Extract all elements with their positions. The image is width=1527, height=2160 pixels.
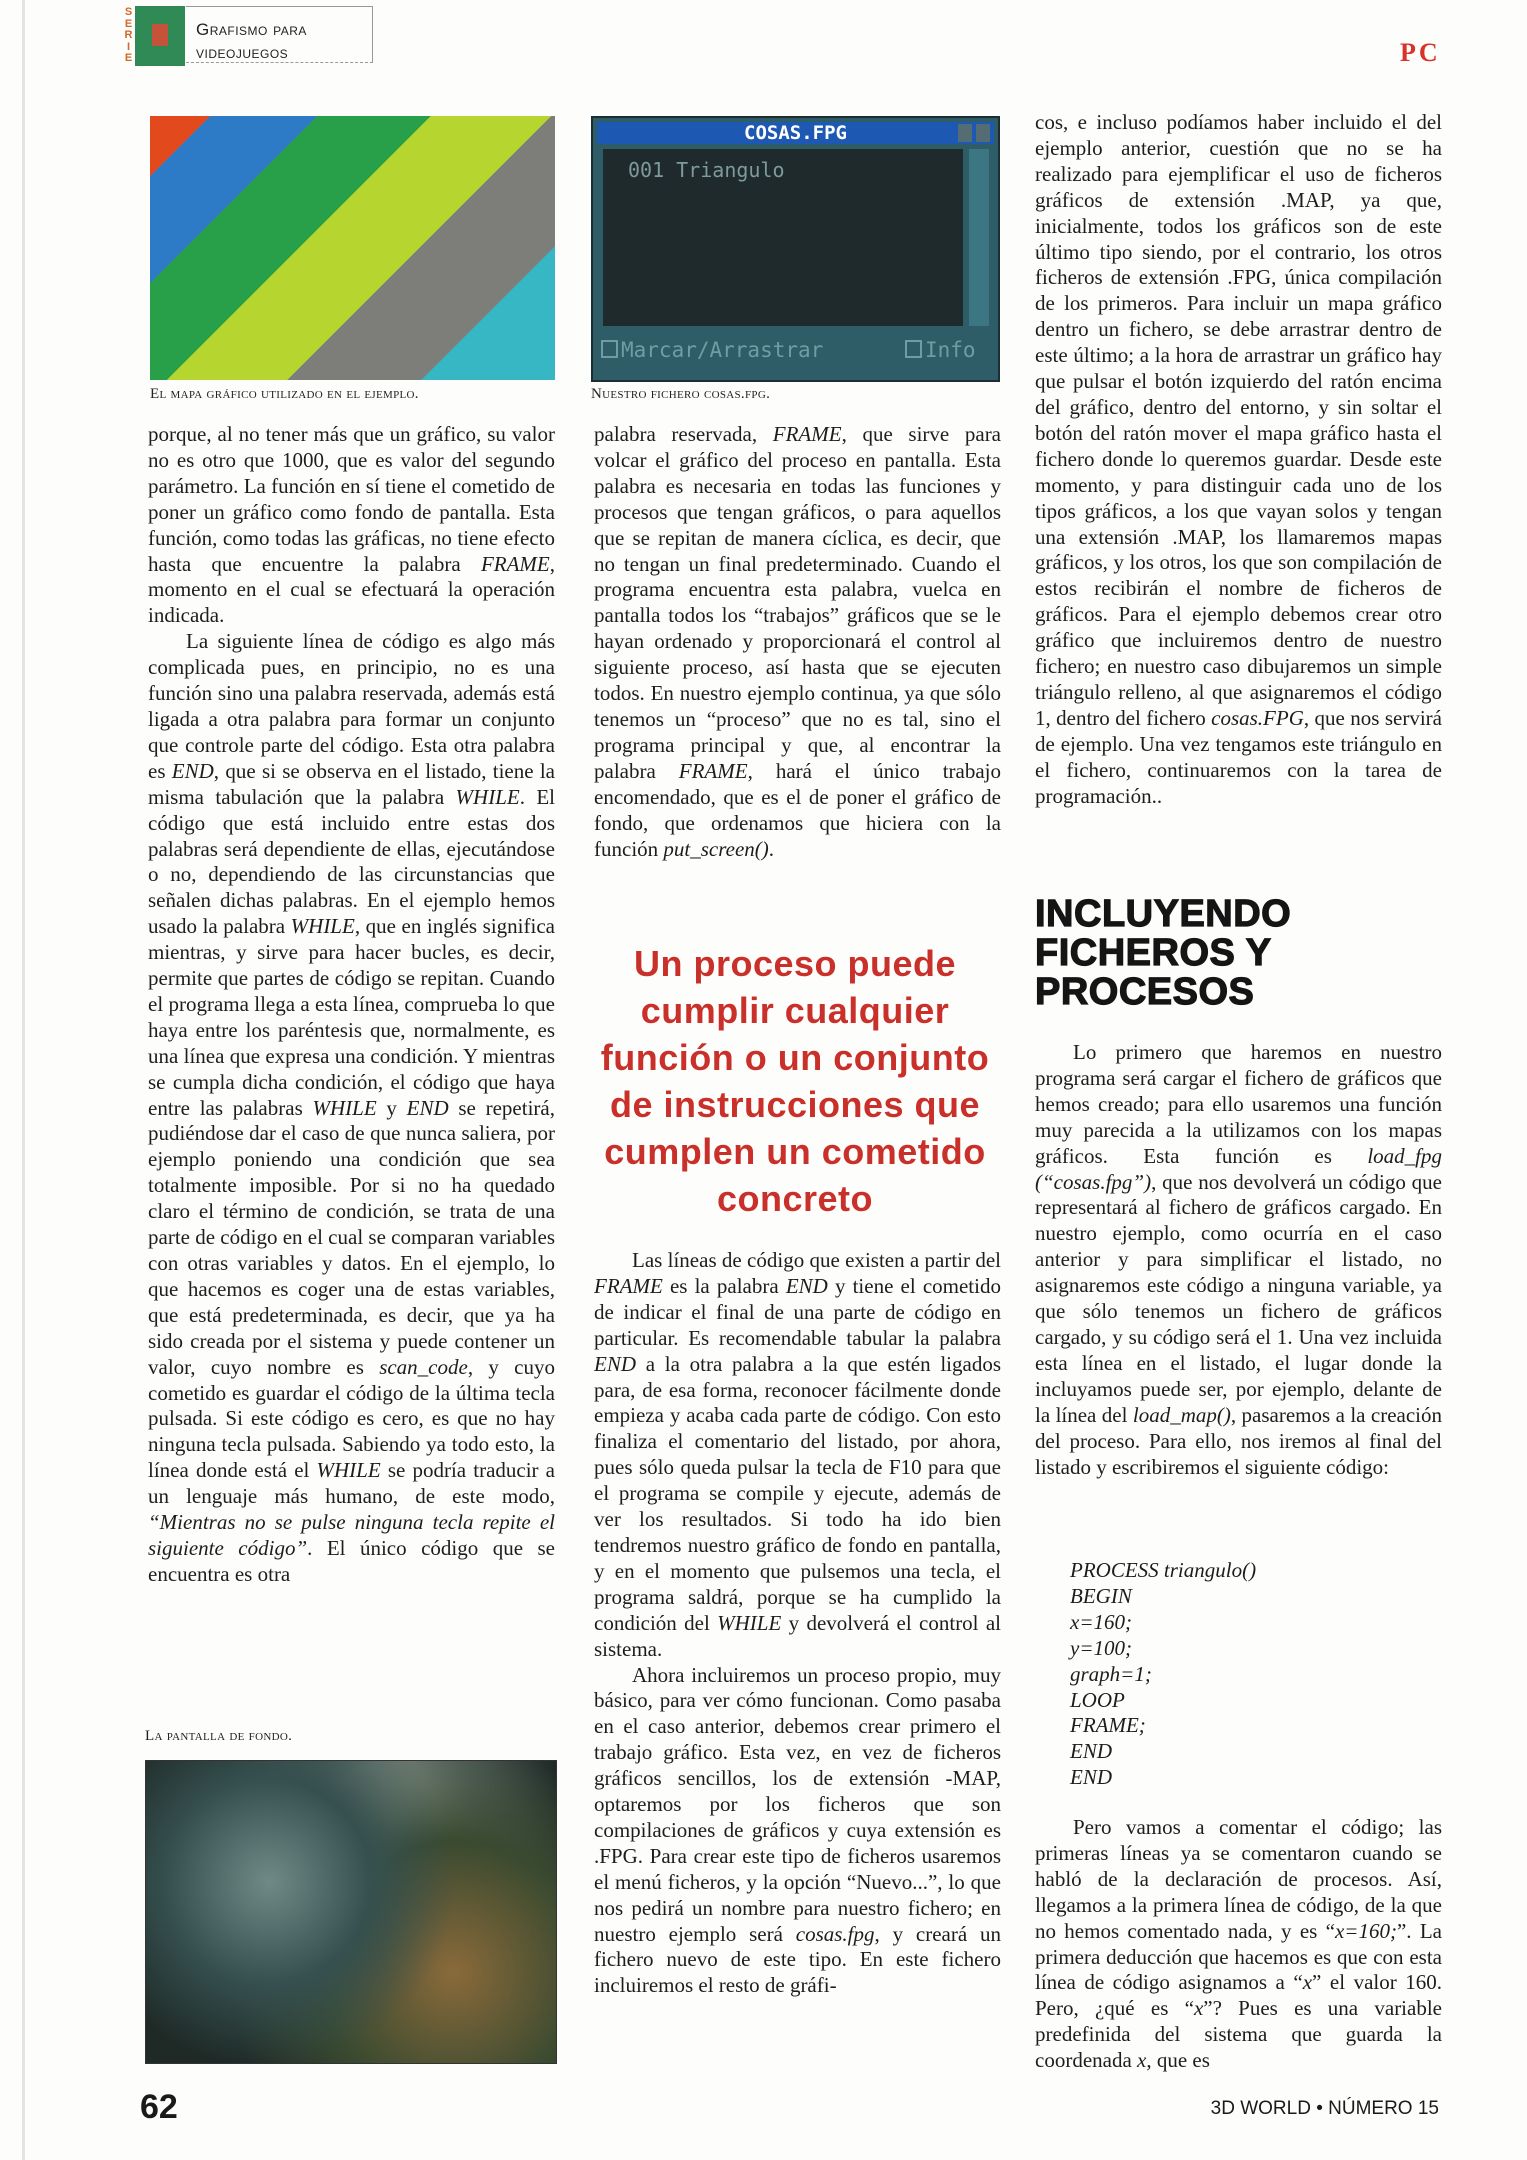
striped-graphic-image bbox=[150, 116, 555, 380]
pull-quote: Un proceso puede cumplir cualquier función o un conjunto de instrucciones que cumplen un cometido concreto bbox=[600, 943, 990, 1219]
text-run: es la palabra bbox=[662, 1273, 786, 1298]
italic-term: cosas.fpg bbox=[795, 1921, 875, 1946]
platform-label: PC bbox=[1400, 38, 1441, 67]
code-line: LOOP bbox=[1070, 1687, 1125, 1712]
text-run: La siguiente línea de código es algo más complicada pues, en principio, no es una función sino una palabra reservada, además está ligada a otra palabra para formar un conjunto que controle parte del código. Esta otra palabra es bbox=[148, 629, 555, 783]
column-3-text-top bbox=[1035, 110, 1442, 809]
paragraph bbox=[1035, 110, 1442, 809]
text-run: ” el valor 160. Pero, ¿qué es “ bbox=[1035, 1970, 1442, 2021]
drag-option bbox=[601, 338, 823, 362]
section-title-line1: Grafismo para bbox=[196, 20, 307, 39]
italic-term: WHILE bbox=[290, 914, 355, 939]
fpg-window-screenshot bbox=[591, 116, 1000, 382]
text-run: , y creará un fichero nuevo de este tipo. En este fichero incluiremos el resto de gráfi- bbox=[594, 1921, 1001, 1998]
italic-term: FRAME bbox=[480, 551, 550, 576]
text-run: ”. La primera deducción que hacemos es que con esta línea de código asignamos a “ bbox=[1035, 1918, 1442, 1995]
crest-icon bbox=[135, 6, 185, 66]
text-run: a la otra palabra a la que estén ligados para, de esa forma, reconocer fácilmente donde empieza y acaba cada parte de código. Con esto finaliza el comentario del listado, por ahora, pues sólo queda pulsar la tecla de F10 para que el programa se compile y ejecute, además de ver los resultados. Si todo ha ido bien tendremos nuestro gráfico de fondo en pantalla, y en el momento que pulsemos una tecla, el programa saldrá, porque se ha cumplido la condición del bbox=[594, 1351, 1001, 1635]
text-run: . El único código que se encuentra es otra bbox=[148, 1535, 555, 1586]
italic-term: load_fpg (“cosas.fpg”) bbox=[1035, 1143, 1442, 1194]
text-run: , hará el único trabajo encomendado, que es el de poner el gráfico de fondo, que ordenamos que hiciera con la función bbox=[594, 758, 1002, 861]
italic-term: x=160; bbox=[1334, 1918, 1397, 1943]
text-run: , momento en el cual se efectuará la operación indicada. bbox=[148, 551, 555, 628]
close-icon bbox=[976, 124, 990, 142]
italic-term: scan_code bbox=[379, 1354, 468, 1379]
section-heading bbox=[1035, 895, 1291, 1012]
code-line: FRAME; bbox=[1070, 1713, 1146, 1738]
italic-term: FRAME bbox=[678, 758, 748, 783]
info-option bbox=[905, 338, 976, 362]
checkbox-icon bbox=[905, 340, 922, 358]
text-run: . El código que está incluido entre estas dos palabras será dependiente de ellas, ejecutándose o no, dependiendo de las circunstancias que señalen dichas palabras. En el ejemplo hemos usado la palabra bbox=[148, 784, 555, 939]
italic-term: END bbox=[406, 1095, 449, 1120]
column-2-text-top bbox=[594, 422, 1001, 862]
text-run: , que si se observa en el listado, tiene la misma tabulación que la palabra bbox=[148, 758, 555, 809]
text-run: , que nos devolverá un código que representará al fichero de gráficos cargado. En nuestro ejemplo, como ocurría en el caso anterior y para simplificar el listado, no asignaremos este código a ninguna variable, ya que sólo tenemos un fichero de gráficos cargado, y su código será el 1. Una vez incluida esta línea en el listado, el lugar donde la incluyamos puede ser, por ejemplo, delante de la línea del bbox=[1035, 1169, 1442, 1427]
text-run: Las líneas de código que existen a partir del bbox=[632, 1248, 1001, 1272]
text-run: Pero vamos a comentar el código; las primeras líneas ya se comentaron cuando se habló de la declaración de procesos. Así, llegamos a la primera línea de código, de la que no hemos comentado nada, y es “ bbox=[1035, 1815, 1442, 1943]
paragraph bbox=[594, 1663, 1001, 2000]
minimize-icon bbox=[958, 124, 972, 142]
drag-option-label: Marcar/Arrastrar bbox=[621, 338, 824, 362]
text-run: y tiene el cometido de indicar el final de una parte de código en particular. Es recomendable tabular la palabra bbox=[594, 1273, 1001, 1350]
heading-line: FICHEROS Y bbox=[1035, 932, 1272, 974]
italic-term: END bbox=[594, 1351, 636, 1376]
text-run: se repetirá, pudiéndose dar el caso de que nunca saliera, por ejemplo poniendo una condición que sea totalmente imposible. Por si no ha quedado claro el término de condición, se trata de una parte de código en el cual se comparan variables con otras variables y datos. En el ejemplo, lo que hacemos es coger una de estas variables, que está predeterminada, es decir, que ya ha sido creada por el sistema y puede contener un valor, cuyo nombre es bbox=[148, 1095, 555, 1379]
italic-term: put_screen() bbox=[663, 836, 769, 861]
page-number: 62 bbox=[140, 2088, 178, 2126]
text-run: , que nos servirá de ejemplo. Una vez tengamos este triángulo en el fichero, continuaremos con la tarea de programación.. bbox=[1035, 705, 1442, 808]
scene-caption: La pantalla de fondo. bbox=[145, 1728, 293, 1744]
paragraph bbox=[594, 1248, 1001, 1663]
text-run: Lo primero que haremos en nuestro programa será cargar el fichero de gráficos que hemos creado; para ello usaremos una función muy parecida a la utilizamos con los mapas gráficos. Esta función es bbox=[1035, 1040, 1442, 1168]
italic-term: WHILE bbox=[312, 1095, 377, 1120]
code-line: y=100; bbox=[1070, 1635, 1132, 1660]
section-title bbox=[196, 18, 307, 64]
code-line: END bbox=[1070, 1765, 1112, 1790]
section-title-line2: videojuegos bbox=[196, 43, 289, 62]
italic-term: WHILE bbox=[455, 784, 520, 809]
checkbox-icon bbox=[601, 340, 618, 358]
column-1-text bbox=[148, 422, 555, 1588]
heading-line: PROCESOS bbox=[1035, 971, 1255, 1013]
fpg-list bbox=[603, 149, 963, 326]
italic-term: “Mientras no se pulse ninguna tecla repite el siguiente código” bbox=[148, 1510, 555, 1560]
scrollbar bbox=[969, 149, 989, 326]
paragraph bbox=[148, 422, 555, 629]
fpg-window-title: COSAS.FPG bbox=[597, 122, 994, 144]
text-run: y devolverá el control al sistema. bbox=[594, 1610, 1001, 1661]
background-screen-image bbox=[145, 1760, 557, 2064]
italic-term: x bbox=[1137, 2048, 1147, 2073]
heading-line: INCLUYENDO bbox=[1035, 893, 1292, 935]
text-run: , que en inglés significa mientras, y sirve para hacer bucles, es decir, permite que partes de código se repitan. Cuando el programa llega a esta línea, comprueba lo que haya entre los paréntesis que, normalmente, es una línea que expresa una condición. Y mientras se cumpla dicha condición, el código que haya entre las palabras bbox=[148, 914, 555, 1120]
code-line: END bbox=[1070, 1739, 1112, 1764]
stripes-caption: El mapa gráfico utilizado en el ejemplo. bbox=[150, 386, 419, 402]
italic-term: FRAME bbox=[772, 422, 842, 446]
italic-term: END bbox=[785, 1273, 828, 1298]
text-run: porque, al no tener más que un gráfico, su valor no es otro que 1000, que es valor del segundo parámetro. La función en sí tiene el cometido de poner un gráfico como fondo de pantalla. Esta función, como todas las gráficas, no tiene efecto hasta que encuentre la palabra bbox=[148, 422, 555, 576]
magazine-issue: 3D WORLD • NÚMERO 15 bbox=[1210, 2098, 1439, 2119]
code-line: BEGIN bbox=[1070, 1583, 1132, 1608]
text-run: , que sirve para volcar el gráfico del proceso en pantalla. Esta palabra es necesaria en todas las funciones y procesos que tengan gráficos, o para aquellos que se repitan de manera cíclica, es decir, que no tengan un final predeterminado. Cuando el programa encuentra esta palabra, vuelca en pantalla todos los “trabajos” gráficos que se le hayan ordenado y proporcionará el control al siguiente proceso, así hasta que se ejecuten todos. En nuestro ejemplo continua, ya que sólo tenemos un “proceso” que no es tal, sino el programa principal y que, al encontrar la palabra bbox=[594, 422, 1002, 783]
info-option-label: Info bbox=[925, 338, 976, 362]
fpg-caption: Nuestro fichero cosas.fpg. bbox=[591, 386, 771, 402]
column-3-text-middle bbox=[1035, 1040, 1442, 1480]
paragraph bbox=[148, 629, 555, 1588]
code-line: x=160; bbox=[1070, 1609, 1132, 1634]
page-spine-shadow bbox=[22, 0, 25, 2160]
italic-term: END bbox=[171, 758, 214, 783]
italic-term: WHILE bbox=[316, 1458, 381, 1483]
fpg-list-item: 001 Triangulo bbox=[628, 158, 785, 182]
code-listing bbox=[1070, 1558, 1256, 1791]
series-label: SERIE bbox=[124, 6, 133, 64]
code-line: PROCESS triangulo() bbox=[1070, 1558, 1257, 1582]
text-run: , pasaremos a la creación del proceso. Para ello, nos iremos al final del listado y escribiremos el siguiente código: bbox=[1035, 1402, 1442, 1479]
italic-term: WHILE bbox=[717, 1610, 782, 1635]
text-run: ”? Pues es una variable predefinida del sistema que guarda la coordenada bbox=[1035, 1996, 1442, 2073]
italic-term: load_map() bbox=[1132, 1402, 1231, 1427]
text-run: y bbox=[376, 1095, 407, 1120]
text-run: . bbox=[768, 836, 775, 861]
text-run: se podría traducir a un lenguaje más humano, de este modo, bbox=[148, 1458, 555, 1509]
italic-term: x bbox=[1302, 1970, 1313, 1995]
column-2-text-bottom bbox=[594, 1248, 1001, 1999]
italic-term: x bbox=[1193, 1996, 1204, 2021]
text-run: , que es bbox=[1146, 2048, 1210, 2073]
italic-term: cosas.FPG bbox=[1211, 705, 1304, 730]
column-3-text-bottom bbox=[1035, 1815, 1442, 2074]
paragraph bbox=[1035, 1040, 1442, 1480]
text-run: palabra reservada, bbox=[594, 422, 773, 446]
italic-term: FRAME bbox=[594, 1273, 663, 1298]
text-run: cos, e incluso podíamos haber incluido el del ejemplo anterior, cuestión que no se ha realizado para ejemplificar el uso de ficheros gráficos de extensión .MAP, ya que, inicialmente, todos los gráficos son de este último tipo siendo, por el contrario, los otros ficheros de extensión .FPG, única compilación de los primeros. Para incluir un mapa gráfico dentro un fichero, se debe arrastrar dentro de este último; a la hora de arrastrar un gráfico hay que pulsar el botón izquierdo del ratón encima del gráfico, dentro del entorno, y sin soltar el botón del ratón mover el mapa gráfico hasta el fichero donde lo queremos guardar. Desde este momento, y para distinguir cada uno de los tipos gráficos, a los que vayan solos y tengan una extensión .MAP, los llamaremos mapas gráficos, y los otros, los que son compilación de estos recibirán el nombre de ficheros de gráficos. Para el ejemplo debemos crear otro gráfico que incluiremos dentro de nuestro fichero; en nuestro caso dibujaremos un simple triángulo relleno, al que asignaremos el código 1, dentro del fichero bbox=[1035, 110, 1442, 730]
code-line: graph=1; bbox=[1070, 1661, 1152, 1686]
text-run: Ahora incluiremos un proceso propio, muy básico, para ver cómo funcionan. Como pasaba en el caso anterior, debemos crear primero el trabajo gráfico. Esta vez, en vez de ficheros gráficos sencillos, los de extensión -MAP, optaremos por los ficheros que son compilaciones de gráficos y cuya extensión es .FPG. Para crear este tipo de ficheros usaremos el menú ficheros, y la opción “Nuevo...”, lo que nos pedirá un nombre para nuestro fichero; en nuestro ejemplo será bbox=[594, 1662, 1001, 1946]
paragraph bbox=[594, 422, 1001, 862]
series-logo bbox=[124, 6, 374, 66]
text-run: , y cuyo cometido es guardar el código de la última tecla pulsada. Si este código es cero, es que no hay ninguna tecla pulsada. Sabiendo ya todo esto, la línea donde está el bbox=[148, 1354, 555, 1483]
paragraph bbox=[1035, 1815, 1442, 2074]
